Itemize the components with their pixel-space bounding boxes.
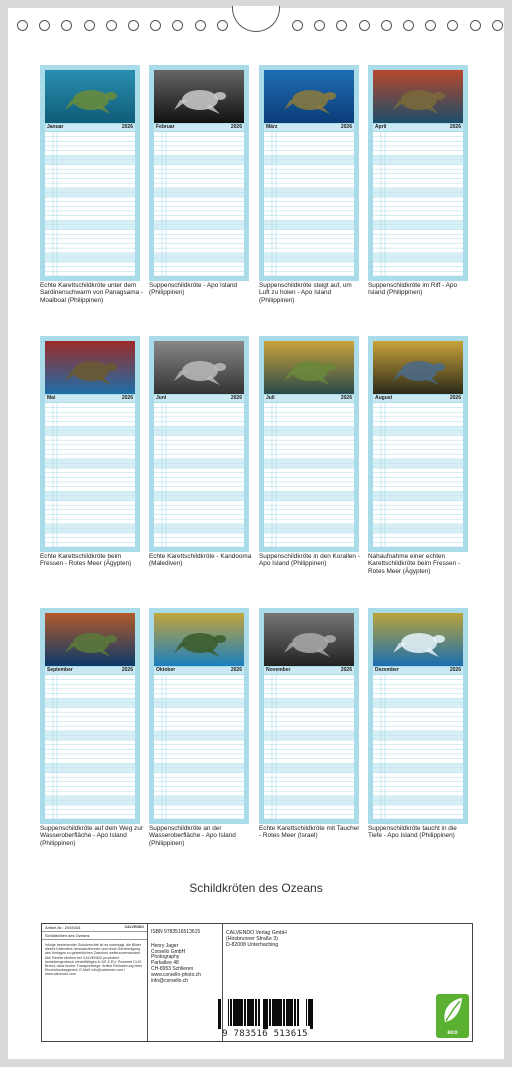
- barcode-bar: [239, 999, 240, 1026]
- month-calendar: [259, 336, 359, 552]
- month-name: September: [47, 667, 73, 673]
- month-year: 2026: [340, 395, 352, 401]
- month-photo: [264, 341, 354, 394]
- month-year: 2026: [230, 667, 242, 673]
- calvendo-logo: CALVENDO: [124, 925, 144, 929]
- day-grid: [264, 403, 354, 547]
- barcode-bar: [289, 999, 290, 1026]
- month-caption: Echte Karettschildkröte unter dem Sardinenschwarm von Panagsama - Moalboal (Philippinen): [40, 282, 144, 304]
- binding-hole: [403, 20, 414, 31]
- eco-badge: [436, 994, 469, 1038]
- turtle-photo-grey: [154, 341, 244, 394]
- barcode-bar: [219, 999, 220, 1029]
- turtle-photo-red-coral: [45, 341, 135, 394]
- binding-hole: [195, 20, 206, 31]
- product-title-row: [42, 932, 147, 940]
- binding-hole: [336, 20, 347, 31]
- month-header: [264, 395, 354, 402]
- turtle-photo-deep-dive: [373, 613, 463, 666]
- month-caption: Suppenschildkröte steigt auf, um Luft zu holen - Apo Island (Philippinen): [259, 282, 352, 304]
- barcode-bar: [235, 999, 236, 1026]
- barcode-bar: [275, 999, 276, 1026]
- month-header: [45, 667, 135, 674]
- month-year: 2026: [340, 667, 352, 673]
- month-year: 2026: [449, 124, 461, 130]
- barcode-bar: [238, 999, 239, 1026]
- barcode-bar: [241, 999, 242, 1026]
- month-photo: [373, 613, 463, 666]
- barcode-bar: [274, 999, 275, 1026]
- month-name: Mai: [47, 395, 56, 401]
- month-name: Juli: [266, 395, 275, 401]
- barcode-bar: [245, 999, 246, 1026]
- day-grid: [373, 675, 463, 819]
- barcode-bar: [252, 999, 253, 1026]
- barcode-bar: [276, 999, 277, 1026]
- barcode-bar: [287, 999, 288, 1026]
- turtle-photo-blue-water: [264, 70, 354, 123]
- month-header: [45, 124, 135, 131]
- barcode-bar: [228, 999, 229, 1026]
- binding-hole: [292, 20, 303, 31]
- month-name: April: [375, 124, 387, 130]
- barcode-bar: [259, 999, 260, 1026]
- binding-hole: [217, 20, 228, 31]
- month-name: Februar: [156, 124, 175, 130]
- binding-hole: [314, 20, 325, 31]
- barcode-bar: [278, 999, 279, 1026]
- month-header: [154, 667, 244, 674]
- binding-hole: [447, 20, 458, 31]
- day-grid: [154, 403, 244, 547]
- barcode-bar: [233, 999, 234, 1026]
- month-calendar: [149, 336, 249, 552]
- article-number: 2045434: [64, 925, 81, 930]
- month-name: August: [375, 395, 393, 401]
- month-name: Oktober: [156, 667, 176, 673]
- barcode-bar: [244, 999, 245, 1026]
- barcode-bar: [267, 999, 268, 1029]
- barcode-bar: [256, 999, 257, 1026]
- barcode-bar: [247, 999, 248, 1026]
- barcode-bar: [280, 999, 281, 1026]
- barcode-bar: [297, 999, 298, 1026]
- barcode-bar: [264, 999, 265, 1029]
- product-title: Schildkröten des Ozeans: [45, 933, 90, 938]
- barcode-number: 9 783516 513615: [222, 1029, 308, 1039]
- month-caption: Suppenschildkröte auf dem Weg zur Wasseroberfläche - Apo Island (Philippinen): [40, 825, 143, 847]
- month-caption: Nahaufnahme einer echten Karettschildkröte beim Fressen - Rotes Meer (Ägypten): [368, 553, 460, 575]
- footer-imprint: [41, 923, 473, 1042]
- calendar-sheet: [8, 8, 504, 1059]
- barcode-bar: [249, 999, 250, 1026]
- barcode-bar: [273, 999, 274, 1026]
- month-caption: Suppenschildkröte - Apo Island (Philippinen): [149, 282, 238, 297]
- month-caption: Suppenschildkröte an der Wasseroberfläche - Apo Island (Philippinen): [149, 825, 236, 847]
- barcode-bar: [237, 999, 238, 1026]
- barcode-bar: [270, 999, 271, 1026]
- month-calendar: [368, 336, 468, 552]
- barcode-bar: [220, 999, 221, 1029]
- barcode-bar: [306, 999, 307, 1026]
- month-year: 2026: [121, 124, 133, 130]
- month-header: [373, 124, 463, 131]
- month-photo: [154, 613, 244, 666]
- leaf-icon: [436, 994, 469, 1028]
- barcode-bar: [295, 999, 296, 1026]
- binding-hole: [17, 20, 28, 31]
- barcode-bar: [281, 999, 282, 1026]
- month-year: 2026: [340, 124, 352, 130]
- month-photo: [264, 70, 354, 123]
- publisher-block: CALVENDO Verlag GmbH (Hirsbrunner Straße 3) D-82008 Unterhaching: [226, 930, 287, 949]
- author-block: Henry Jager Corsello GmbH Photography Parkallee 48 CH-8953 Schlieren www.corsello-photo.ch info@corsello.ch: [151, 942, 202, 984]
- barcode-bar: [251, 999, 252, 1026]
- month-year: 2026: [230, 124, 242, 130]
- barcode-bar: [234, 999, 235, 1026]
- barcode-bar: [290, 999, 291, 1026]
- month-calendar: [259, 608, 359, 824]
- day-grid: [45, 132, 135, 276]
- month-calendar: [368, 608, 468, 824]
- eco-label: eco: [447, 1030, 458, 1036]
- month-calendar: [40, 65, 140, 281]
- barcode-bar: [286, 999, 287, 1026]
- turtle-photo-surface: [154, 613, 244, 666]
- month-header: [373, 395, 463, 402]
- footer-article-column: [42, 924, 148, 1041]
- month-name: Dezember: [375, 667, 399, 673]
- binding-hole: [84, 20, 95, 31]
- month-header: [264, 124, 354, 131]
- month-calendar: [149, 608, 249, 824]
- turtle-photo-corals: [264, 341, 354, 394]
- article-number-label: Artikel-Nr.:: [45, 925, 64, 930]
- barcode-bar: [272, 999, 273, 1026]
- month-calendar: [40, 336, 140, 552]
- barcode-bars: [214, 999, 316, 1029]
- month-calendar: [149, 65, 249, 281]
- month-photo: [373, 70, 463, 123]
- turtle-photo-closeup: [373, 341, 463, 394]
- barcode-bar: [298, 999, 299, 1026]
- day-grid: [373, 132, 463, 276]
- month-header: [45, 395, 135, 402]
- month-caption: Suppenschildkröte taucht in die Tiefe - Apo Island (Philippinen): [368, 825, 457, 840]
- day-grid: [373, 403, 463, 547]
- barcode-bar: [283, 999, 284, 1026]
- turtle-photo-black-and-white: [154, 70, 244, 123]
- barcode-bar: [231, 999, 232, 1026]
- month-year: 2026: [449, 395, 461, 401]
- barcode-bar: [266, 999, 267, 1029]
- month-caption: Echte Karettschildkröte beim Fressen - Rotes Meer (Ägypten): [40, 553, 132, 568]
- page-title: Schildkröten des Ozeans: [189, 881, 323, 895]
- month-calendar: [40, 608, 140, 824]
- binding-hole: [39, 20, 50, 31]
- footer-author-column: [148, 924, 223, 1041]
- barcode-bar: [277, 999, 278, 1026]
- turtle-photo-coral-reef: [373, 70, 463, 123]
- month-photo: [45, 70, 135, 123]
- month-caption: Suppenschildkröte im Riff - Apo Island (Philippinen): [368, 282, 458, 297]
- day-grid: [264, 132, 354, 276]
- day-grid: [264, 675, 354, 819]
- barcode-bar: [258, 999, 259, 1026]
- barcode-bar: [284, 999, 285, 1026]
- binding-hole: [359, 20, 370, 31]
- barcode-bar: [309, 999, 310, 1026]
- month-calendar: [368, 65, 468, 281]
- barcode-bar: [291, 999, 292, 1026]
- month-caption: Echte Karettschildkröte - Kandooma (Malediven): [149, 553, 252, 568]
- day-grid: [154, 675, 244, 819]
- month-name: November: [266, 667, 291, 673]
- barcode-bar: [292, 999, 293, 1026]
- month-year: 2026: [121, 395, 133, 401]
- turtle-photo-reef-swim: [45, 613, 135, 666]
- barcode-bar: [308, 999, 309, 1026]
- barcode-bar: [311, 999, 312, 1029]
- day-grid: [45, 403, 135, 547]
- barcode-bar: [255, 999, 256, 1026]
- barcode-bar: [312, 999, 313, 1029]
- month-photo: [45, 613, 135, 666]
- barcode-bar: [250, 999, 251, 1026]
- barcode-bar: [242, 999, 243, 1026]
- month-caption: Echte Karettschildkröte mit Taucher - Rotes Meer (Israel): [259, 825, 360, 840]
- month-year: 2026: [230, 395, 242, 401]
- binding-hole: [470, 20, 481, 31]
- barcode-bar: [265, 999, 266, 1029]
- month-photo: [154, 70, 244, 123]
- barcode: [214, 999, 316, 1039]
- month-name: März: [266, 124, 278, 130]
- binding-hole: [150, 20, 161, 31]
- binding-hole: [425, 20, 436, 31]
- barcode-bar: [310, 999, 311, 1029]
- barcode-bar: [248, 999, 249, 1026]
- turtle-photo-blue-reef: [45, 70, 135, 123]
- binding-hole: [106, 20, 117, 31]
- barcode-bar: [240, 999, 241, 1026]
- month-header: [264, 667, 354, 674]
- month-photo: [264, 613, 354, 666]
- barcode-bar: [294, 999, 295, 1026]
- day-grid: [154, 132, 244, 276]
- binding-hole: [128, 20, 139, 31]
- month-header: [154, 124, 244, 131]
- binding-hole: [172, 20, 183, 31]
- barcode-bar: [269, 999, 270, 1026]
- binding-hole: [61, 20, 72, 31]
- month-header: [154, 395, 244, 402]
- barcode-bar: [236, 999, 237, 1026]
- month-header: [373, 667, 463, 674]
- legal-text: Infolge bestehender Schutzrechte ist es untersagt, die Bilder dieses Kalenders herauszutrennen und ohne Genehmigung des Verlages zu gewerblichen Zwecken weiterzuverwenden. Alle Rechte bleiben bei CALVENDO produziert heidelbergerdruck vervielfältigen in DE & EU. Powered CLIO Brand; dank bunter Transportwege: Artikel Reduzierung beim Einzeldrucksegment; E-Mail: info@calvendo.com / www.calvendo.com: [45, 943, 143, 977]
- turtle-photo-diver: [264, 613, 354, 666]
- barcode-bar: [253, 999, 254, 1026]
- binding-hole: [492, 20, 503, 31]
- barcode-bar: [218, 999, 219, 1029]
- isbn: ISBN 9783516513615: [151, 929, 201, 935]
- month-calendar: [259, 65, 359, 281]
- month-photo: [154, 341, 244, 394]
- barcode-bar: [230, 999, 231, 1026]
- day-grid: [45, 675, 135, 819]
- barcode-bar: [263, 999, 264, 1029]
- month-year: 2026: [449, 667, 461, 673]
- month-name: Juni: [156, 395, 167, 401]
- month-caption: Suppenschildkröte in den Korallen - Apo Island (Philippinen): [259, 553, 360, 568]
- binding-hole: [381, 20, 392, 31]
- month-photo: [45, 341, 135, 394]
- article-number-row: [42, 924, 147, 932]
- month-name: Januar: [47, 124, 64, 130]
- month-photo: [373, 341, 463, 394]
- barcode-bar: [279, 999, 280, 1026]
- barcode-bar: [288, 999, 289, 1026]
- month-year: 2026: [121, 667, 133, 673]
